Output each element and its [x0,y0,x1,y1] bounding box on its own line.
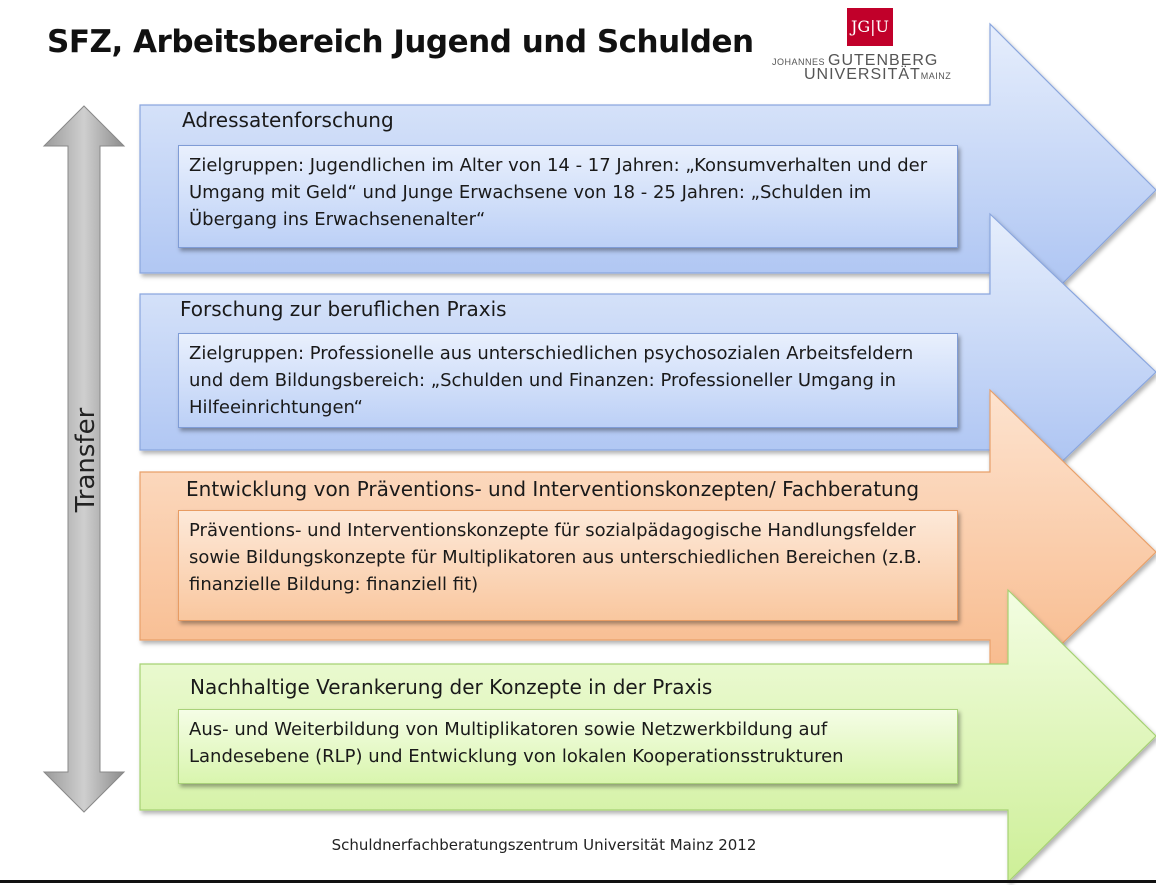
logo-line2: UNIVERSITÄTMAINZ [804,66,952,83]
textbox-verankerung: Aus- und Weiterbildung von Multiplikatoren sowie Netzwerkbildung auf Landesebene (RLP) und Entwicklung von lokalen Kooperationsstrukturen [178,709,958,784]
logo-line1: JOHANNES GUTENBERG [772,52,939,69]
heading-verankerung: Nachhaltige Verankerung der Konzepte in der Praxis [190,675,713,699]
footer-text: Schuldnerfachberatungszentrum Universität Mainz 2012 [331,836,757,854]
bottom-divider [0,880,1156,883]
textbox-praevention: Präventions- und Interventionskonzepte für sozialpädagogische Handlungsfelder sowie Bildungskonzepte für Multiplikatoren aus unterschiedlichen Bereichen (z.B. finanzielle Bildung: finanziell fit) [178,510,958,621]
textbox-berufliche-praxis: Zielgruppen: Professionelle aus unterschiedlichen psychosozialen Arbeitsfeldern und dem Bildungsbereich: „Schulden und Finanzen: Professioneller Umgang in Hilfeeinrichtungen“ [178,333,958,428]
page-title: SFZ, Arbeitsbereich Jugend und Schulden [47,24,754,60]
logo-mark: JG|U [847,8,893,46]
heading-adressatenforschung: Adressatenforschung [182,108,394,132]
heading-berufliche-praxis: Forschung zur beruflichen Praxis [180,297,507,321]
transfer-label: Transfer [71,407,101,513]
heading-praevention: Entwicklung von Präventions- und Interventionskonzepten/ Fachberatung [186,477,920,501]
textbox-adressatenforschung: Zielgruppen: Jugendlichen im Alter von 14 - 17 Jahren: „Konsumverhalten und der Umgang mit Geld“ und Junge Erwachsene von 18 - 25 Jahren: „Schulden im Übergang ins Erwachsenenalter“ [178,145,958,248]
